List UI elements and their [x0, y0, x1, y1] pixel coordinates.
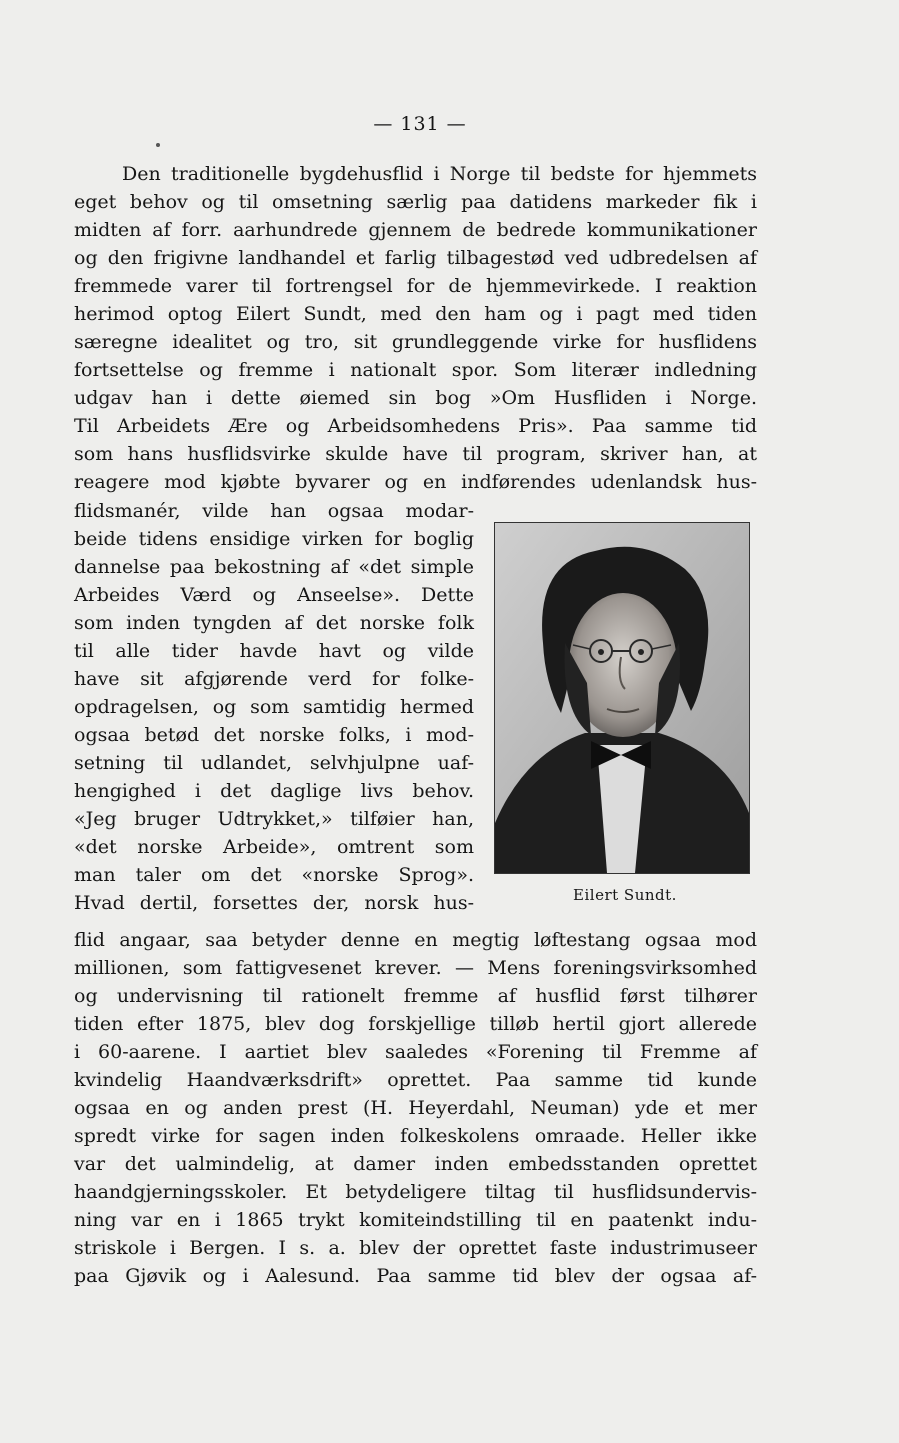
text-line: ning var en i 1865 trykt komiteindstilling til en paatenkt indu-	[74, 1209, 757, 1231]
text-line: midten af forr. aarhundrede gjennem de bedrede kommunikationer	[74, 219, 757, 241]
page-number: — 131 —	[373, 113, 467, 135]
text-line: Hvad dertil, forsettes der, norsk hus-	[74, 892, 474, 914]
figure-caption: Eilert Sundt.	[573, 886, 677, 904]
text-line: spredt virke for sagen inden folkeskolens omraade. Heller ikke	[74, 1125, 757, 1147]
text-line: opdragelsen, og som samtidig hermed	[74, 696, 474, 718]
text-line: reagere mod kjøbte byvarer og en indførendes udenlandsk hus-	[74, 471, 757, 493]
text-line: «Jeg bruger Udtrykket,» tilføier han,	[74, 808, 474, 830]
text-line: setning til udlandet, selvhjulpne uaf-	[74, 752, 474, 774]
text-line: Arbeides Værd og Anseelse». Dette	[74, 584, 474, 606]
text-line: ogsaa en og anden prest (H. Heyerdahl, Neuman) yde et mer	[74, 1097, 757, 1119]
text-line: tiden efter 1875, blev dog forskjellige tilløb hertil gjort allerede	[74, 1013, 757, 1035]
text-line: Den traditionelle bygdehusflid i Norge til bedste for hjemmets	[122, 163, 757, 185]
text-line: kvindelig Haandværksdrift» oprettet. Paa samme tid kunde	[74, 1069, 757, 1091]
text-line: striskole i Bergen. I s. a. blev der oprettet faste industrimuseer	[74, 1237, 757, 1259]
text-line: var det ualmindelig, at damer inden embedsstanden oprettet	[74, 1153, 757, 1175]
text-line: i 60-aarene. I aartiet blev saaledes «Forening til Fremme af	[74, 1041, 757, 1063]
text-line: man taler om det «norske Sprog».	[74, 864, 474, 886]
text-line: som hans husflidsvirke skulde have til program, skriver han, at	[74, 443, 757, 465]
text-line: fortsettelse og fremme i nationalt spor. Som literær indledning	[74, 359, 757, 381]
text-line: udgav han i dette øiemed sin bog »Om Husfliden i Norge.	[74, 387, 757, 409]
text-line: haandgjerningsskoler. Et betydeligere tiltag til husflidsundervis-	[74, 1181, 757, 1203]
portrait-figure	[494, 522, 750, 874]
text-line: til alle tider havde havt og vilde	[74, 640, 474, 662]
text-line: som inden tyngden af det norske folk	[74, 612, 474, 634]
text-line: have sit afgjørende verd for folke-	[74, 668, 474, 690]
print-speck	[156, 143, 160, 147]
text-line: fremmede varer til fortrengsel for de hjemmevirkede. I reaktion	[74, 275, 757, 297]
text-line: og den frigivne landhandel et farlig tilbagestød ved udbredelsen af	[74, 247, 757, 269]
text-line: Til Arbeidets Ære og Arbeidsomhedens Pris». Paa samme tid	[74, 415, 757, 437]
text-line: herimod optog Eilert Sundt, med den ham og i pagt med tiden	[74, 303, 757, 325]
text-line: beide tidens ensidige virken for boglig	[74, 528, 474, 550]
text-line: «det norske Arbeide», omtrent som	[74, 836, 474, 858]
text-line: særegne idealitet og tro, sit grundleggende virke for husflidens	[74, 331, 757, 353]
text-line: ogsaa betød det norske folks, i mod-	[74, 724, 474, 746]
portrait-image	[495, 523, 749, 873]
text-line: millionen, som fattigvesenet krever. — Mens foreningsvirksomhed	[74, 957, 757, 979]
text-line: eget behov og til omsetning særlig paa datidens markeder fik i	[74, 191, 757, 213]
text-line: flidsmanér, vilde han ogsaa modar-	[74, 500, 474, 522]
text-line: og undervisning til rationelt fremme af husflid først tilhører	[74, 985, 757, 1007]
text-line: dannelse paa bekostning af «det simple	[74, 556, 474, 578]
text-line: paa Gjøvik og i Aalesund. Paa samme tid blev der ogsaa af-	[74, 1265, 757, 1287]
text-line: flid angaar, saa betyder denne en megtig løftestang ogsaa mod	[74, 929, 757, 951]
text-line: hengighed i det daglige livs behov.	[74, 780, 474, 802]
